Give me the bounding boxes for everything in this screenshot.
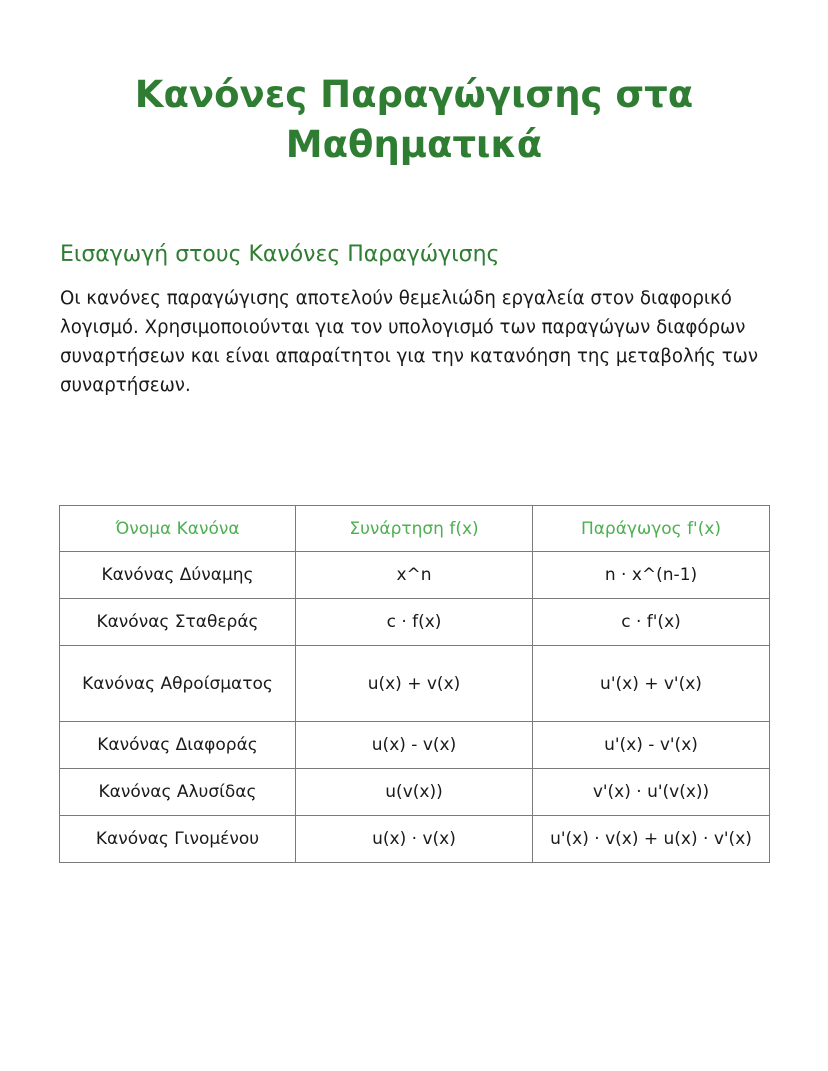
derivative-cell: u'(x) · v(x) + u(x) · v'(x) bbox=[533, 816, 770, 863]
table-row bbox=[60, 769, 770, 816]
function-cell: u(x) · v(x) bbox=[296, 816, 533, 863]
header-function: Συνάρτηση f(x) bbox=[296, 506, 533, 552]
table-row bbox=[60, 646, 770, 722]
function-cell: u(v(x)) bbox=[296, 769, 533, 816]
derivative-cell: u'(x) + v'(x) bbox=[533, 646, 770, 722]
derivative-cell: v'(x) · u'(v(x)) bbox=[533, 769, 770, 816]
function-cell: x^n bbox=[296, 552, 533, 599]
header-rule-name: Όνομα Κανόνα bbox=[60, 506, 296, 552]
derivative-cell: c · f'(x) bbox=[533, 599, 770, 646]
section-heading: Εισαγωγή στους Κανόνες Παραγώγισης bbox=[60, 242, 500, 267]
function-cell: u(x) + v(x) bbox=[296, 646, 533, 722]
derivative-rules-table bbox=[59, 505, 770, 863]
rule-name-cell: Κανόνας Αθροίσματος bbox=[60, 646, 296, 722]
table-row bbox=[60, 722, 770, 769]
page-title: Κανόνες Παραγώγισης στα Μαθηματικά bbox=[134, 73, 694, 166]
rule-name-cell: Κανόνας Αλυσίδας bbox=[60, 769, 296, 816]
rule-name-cell: Κανόνας Σταθεράς bbox=[60, 599, 296, 646]
rule-name-cell: Κανόνας Διαφοράς bbox=[60, 722, 296, 769]
intro-paragraph: Οι κανόνες παραγώγισης αποτελούν θεμελιώδη εργαλεία στον διαφορικό λογισμό. Χρησιμοποιούνται για τον υπολογισμό των παραγώγων διαφόρων συναρτήσεων και είναι απαραίτητοι για την κατανόηση της μεταβολής των συναρτήσεων. bbox=[60, 288, 759, 396]
function-cell: u(x) - v(x) bbox=[296, 722, 533, 769]
rule-name-cell: Κανόνας Δύναμης bbox=[60, 552, 296, 599]
function-cell: c · f(x) bbox=[296, 599, 533, 646]
derivative-cell: u'(x) - v'(x) bbox=[533, 722, 770, 769]
table-row bbox=[60, 816, 770, 863]
rule-name-cell: Κανόνας Γινομένου bbox=[60, 816, 296, 863]
header-derivative: Παράγωγος f'(x) bbox=[533, 506, 770, 552]
derivative-cell: n · x^(n-1) bbox=[533, 552, 770, 599]
table-header-row bbox=[60, 506, 770, 552]
table-row bbox=[60, 552, 770, 599]
table-row bbox=[60, 599, 770, 646]
